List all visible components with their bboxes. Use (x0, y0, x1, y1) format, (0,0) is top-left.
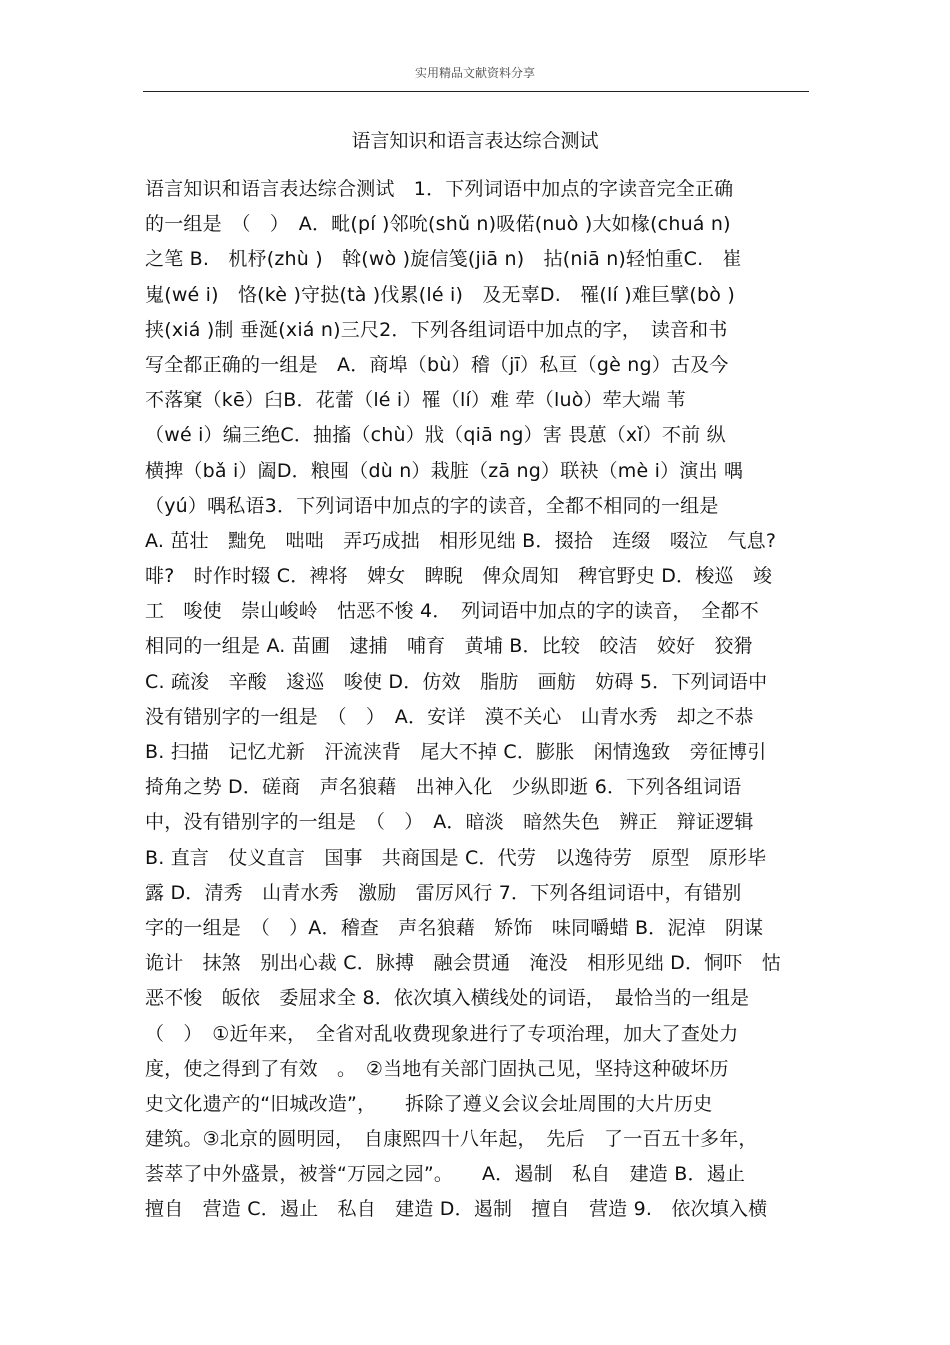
body-line: B. 扫描 记忆尤新 汗流浃背 尾大不掉 C．膨胀 闲情逸致 旁征博引 (145, 741, 767, 763)
body-line: 语言知识和语言表达综合测试 1．下列词语中加点的字读音完全正确 (145, 178, 734, 200)
body-line: 字的一组是 （ ）A．稽查 声名狼藉 矫饰 味同嚼蜡 B．泥淖 阴谋 (145, 916, 764, 939)
body-line: 史文化遗产的“旧城改造”， 拆除了遵义会议会址周围的大片历史 (145, 1092, 713, 1115)
body-line: A. 茁壮 黜免 咄咄 弄巧成拙 相形见绌 B．掇拾 连缀 啜泣 气息? (145, 529, 777, 552)
body-line: 擅自 营造 C．遏止 私自 建造 D．遏制 擅自 营造 9. 依次填入横 (145, 1198, 768, 1221)
body-line: （ ） ①近年来， 全省对乱收费现象进行了专项治理，加大了查处力 (145, 1022, 739, 1045)
body-line: 恶不悛 皈依 委屈求全 8．依次填入横线处的词语， 最恰当的一组是 (145, 987, 750, 1010)
header-divider (143, 91, 809, 92)
body-line: 露 D．清秀 山青水秀 激励 雷厉风行 7．下列各组词语中，有错别 (145, 881, 742, 904)
body-line: 嵬(wé i) 恪(kè )守挞(tà )伐累(lé i) 及无辜D. 罹(lí )难巨擘(bò ) (145, 283, 735, 306)
body-line: 相同的一组是 A. 苗圃 逮捕 哺育 黄埔 B．比较 皎洁 姣好 狡猾 (145, 635, 753, 658)
document-title: 语言知识和语言表达综合测试 (351, 130, 599, 152)
body-line: 写全都正确的一组是 A．商埠（bù）稽（jī）私亘（gè ng）古及今 (145, 353, 729, 376)
page-header: 实用精品文献资料分享 (414, 66, 535, 80)
body-line: C. 疏浚 辛酸 逡巡 唆使 D．仿效 脂肪 画舫 妨碍 5．下列词语中 (145, 670, 768, 693)
body-line: 荟萃了中外盛景，被誉“万园之园”。 A．遏制 私自 建造 B．遏止 (145, 1163, 746, 1186)
body-line: （wé i）编三绝C．抽搐（chù）戕（qiā ng）害 畏葸（xǐ）不前 纵 (145, 424, 726, 447)
body-line: 的一组是 （ ） A．毗(pí )邻吮(shǔ n)吸偌(nuò )大如椽(chuá n) (145, 213, 731, 236)
body-line: 横捭（bǎ i）阖D．粮囤（dù n）栽脏（zā ng）联袂（mè i）演出 喁 (145, 459, 744, 482)
body-line: B. 直言 仗义直言 国事 共商国是 C．代劳 以逸待劳 原型 原形毕 (145, 846, 767, 869)
body-line: 度，使之得到了有效 。 ②当地有关部门固执己见，坚持这种破坏历 (145, 1057, 729, 1080)
body-line: 之笔 B. 机杼(zhù ) 斡(wò )旋信笺(jiā n) 拈(niā n)轻怕重C. 崔 (145, 248, 742, 271)
body-line: 诡计 抹煞 别出心裁 C．脉搏 融会贯通 淹没 相形见绌 D．恫吓 怙 (145, 952, 781, 975)
body-line: 中，没有错别字的一组是 （ ） A．暗淡 暗然失色 辨正 辩证逻辑 (145, 811, 754, 834)
body-line: 没有错别字的一组是 （ ） A．安详 漠不关心 山青水秀 却之不恭 (145, 705, 754, 728)
body-line: 不落窠（kē）臼B．花蕾（lé i）罹（lí）难 荦（luò）荦大端 苇 (145, 389, 686, 412)
body-line: 挟(xiá )制 垂涎(xiá n)三尺2．下列各组词语中加点的字， 读音和书 (145, 318, 728, 341)
document-body (145, 172, 825, 1228)
body-line: 工 唆使 崇山峻岭 怙恶不悛 4． 列词语中加点的字的读音， 全都不 (145, 600, 759, 623)
body-line: 掎角之势 D．磋商 声名狼藉 出神入化 少纵即逝 6．下列各组词语 (145, 776, 742, 799)
body-line: 建筑。③北京的圆明园， 自康熙四十八年起， 先后 了一百五十多年， (145, 1128, 758, 1151)
body-line: 啡? 时作时辍 C．裨将 婢女 睥睨 俾众周知 稗官野史 D．梭巡 竣 (145, 565, 773, 588)
body-line: （yú）喁私语3．下列词语中加点的字的读音，全都不相同的一组是 (145, 494, 719, 517)
